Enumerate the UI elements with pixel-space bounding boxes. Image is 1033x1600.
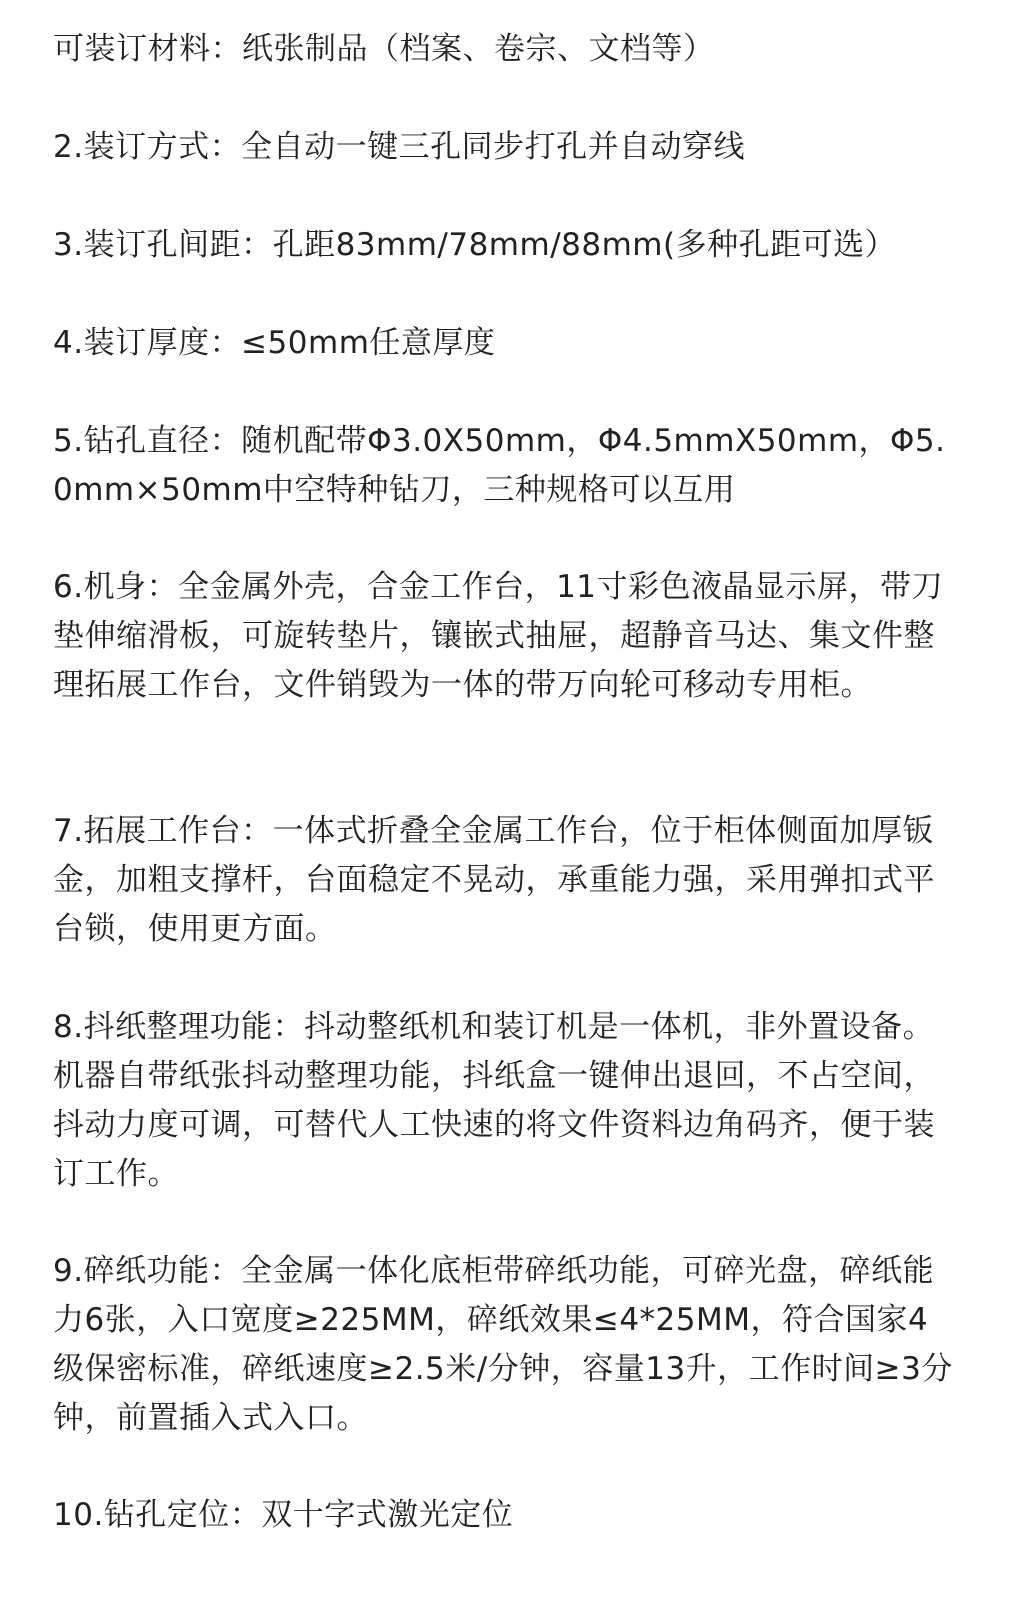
spec-paragraph-drill-positioning: 10.钻孔定位：双十字式激光定位 bbox=[53, 1497, 514, 1533]
spec-paragraph-hole-spacing: 3.装订孔间距：孔距83mm/78mm/88mm(多种孔距可选） bbox=[53, 227, 897, 263]
spec-paragraph-body: 6.机身：全金属外壳，合金工作台，11寸彩色液晶显示屏，带刀垫伸缩滑板，可旋转垫片，镶嵌式抽屉，超静音马达、集文件整理拓展工作台，文件销毁为一体的带万向轮可移动专用柜。 bbox=[53, 569, 944, 703]
spec-paragraph-thickness: 4.装订厚度：≤50mm任意厚度 bbox=[53, 325, 496, 361]
spec-paragraph-paper-jogging: 8.抖纸整理功能：抖动整纸机和装订机是一体机，非外置设备。机器自带纸张抖动整理功能，抖纸盒一键伸出退回，不占空间，抖动力度可调，可替代人工快速的将文件资料边角码齐，便于装订工作。 bbox=[53, 1009, 935, 1192]
spec-paragraph-shredding: 9.碎纸功能：全金属一体化底柜带碎纸功能，可碎光盘，碎纸能力6张，入口宽度≥225MM，碎纸效果≤4*25MM，符合国家4级保密标准，碎纸速度≥2.5米/分钟，容量13升，工作时间≥3分钟，前置插入式入口。 bbox=[53, 1253, 953, 1436]
spec-paragraph-drill-diameter: 5.钻孔直径：随机配带Φ3.0X50mm，Φ4.5mmX50mm，Φ5.0mm×50mm中空特种钻刀，三种规格可以互用 bbox=[53, 423, 946, 508]
spec-paragraph-extension-table: 7.拓展工作台：一体式折叠全金属工作台，位于柜体侧面加厚钣金，加粗支撑杆，台面稳定不晃动，承重能力强，采用弹扣式平台锁，使用更方面。 bbox=[53, 813, 935, 947]
spec-paragraph-binding-method: 2.装订方式：全自动一键三孔同步打孔并自动穿线 bbox=[53, 129, 746, 165]
spec-paragraph-materials: 可装订材料：纸张制品（档案、卷宗、文档等） bbox=[53, 31, 715, 67]
